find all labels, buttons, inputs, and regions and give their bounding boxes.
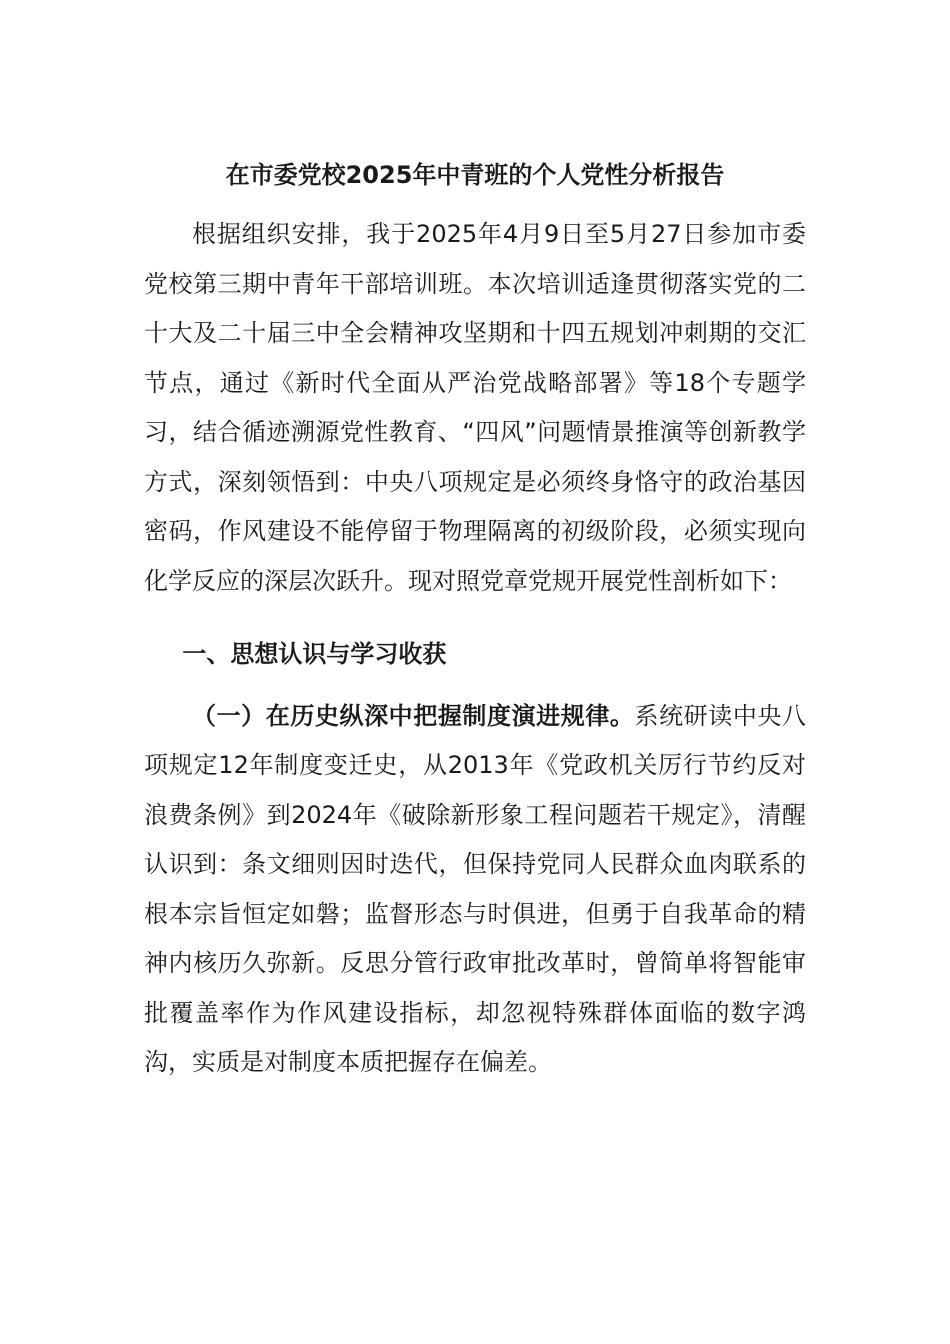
document-title: 在市委党校2025年中青班的个人党性分析报告 bbox=[225, 161, 725, 189]
document-page bbox=[144, 150, 806, 1088]
subsection-lead: （一）在历史纵深中把握制度演进规律。 bbox=[192, 701, 635, 730]
intro-paragraph: 根据组织安排，我于2025年4月9日至5月27日参加市委党校第三期中青年干部培训班。本次培训适逢贯彻落实党的二十大及二十届三中全会精神攻坚期和十四五规划冲刺期的交汇节点，通过《新时代全面从严治党战略部署》等18个专题学习，结合循迹溯源党性教育、“四风”问题情景推演等创新教学方式，深刻领悟到：中央八项规定是必须终身恪守的政治基因密码，作风建设不能停留于物理隔离的初级阶段，必须实现向化学反应的深层次跃升。现对照党章党规开展党性剖析如下： bbox=[144, 220, 806, 595]
subsection-paragraph bbox=[144, 692, 806, 1088]
section-heading: 一、思想认识与学习收获 bbox=[182, 640, 447, 668]
subsection-body: 系统研读中央八项规定12年制度变迁史，从2013年《党政机关厉行节约反对浪费条例》到2024年《破除新形象工程问题若干规定》，清醒认识到：条文细则因时迭代，但保持党同人民群众血肉联系的根本宗旨恒定如磐；监督形态与时俱进，但勇于自我革命的精神内核历久弥新。反思分管行政审批改革时，曾简单将智能审批覆盖率作为作风建设指标，却忽视特殊群体面临的数字鸿沟，实质是对制度本质把握存在偏差。 bbox=[144, 701, 806, 1076]
